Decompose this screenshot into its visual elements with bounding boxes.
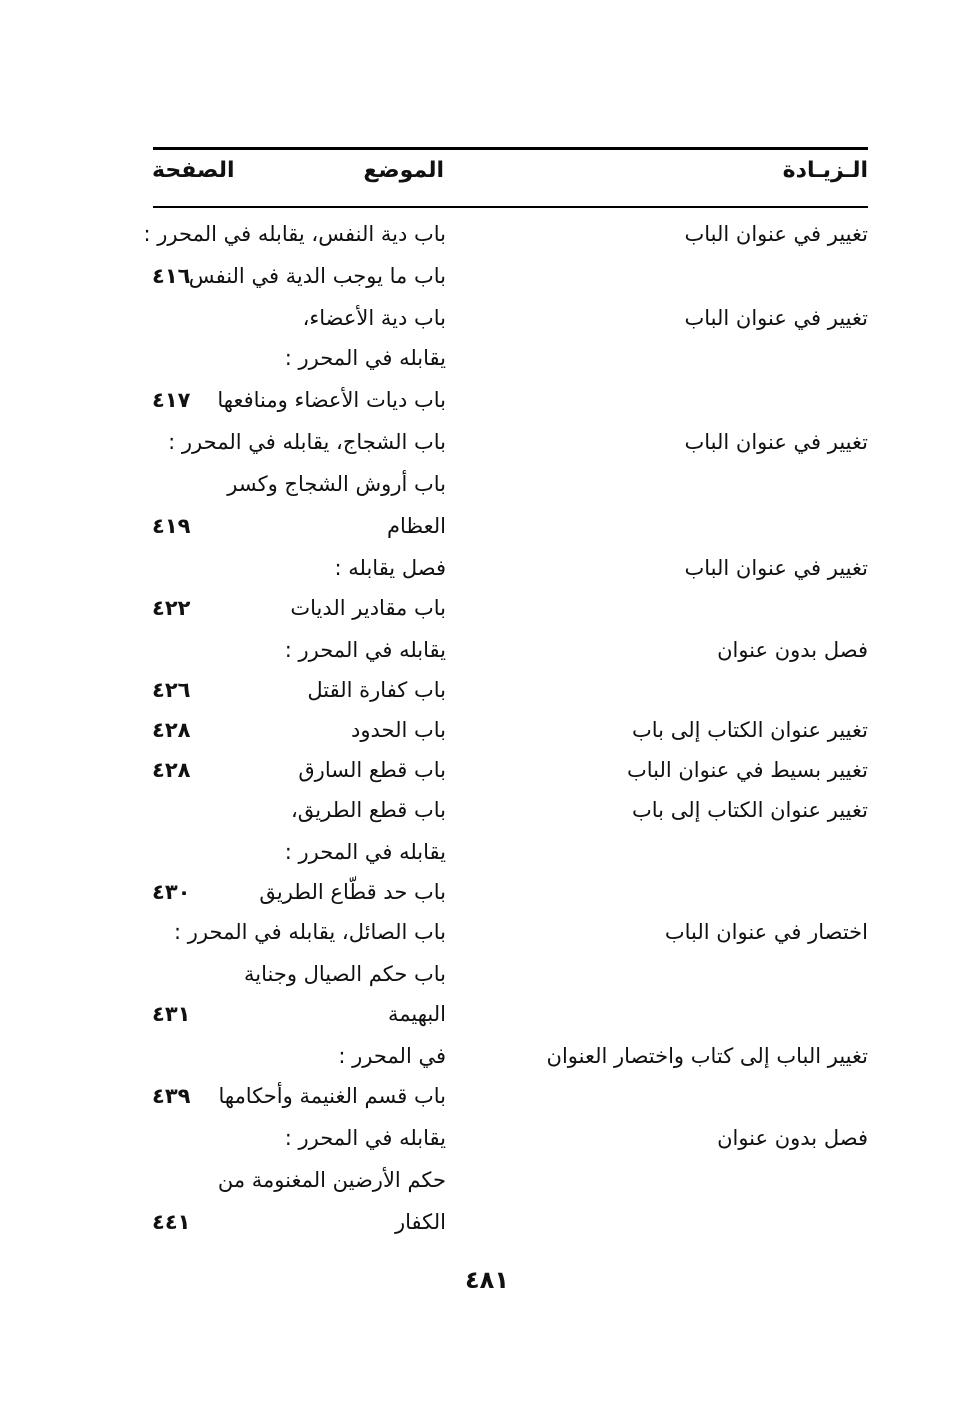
header-place: الموضع bbox=[363, 158, 444, 183]
addition-cell: تغيير في عنوان الباب bbox=[684, 222, 868, 246]
page-cell: ٤٢٨ bbox=[152, 758, 191, 782]
page-cell: ٤٤١ bbox=[152, 1210, 191, 1234]
place-cell: البهيمة bbox=[388, 1002, 446, 1026]
page-cell: ٤١٧ bbox=[152, 388, 191, 412]
table-row bbox=[0, 758, 974, 798]
place-cell: باب دية الأعضاء، bbox=[302, 306, 446, 330]
place-cell: باب حد قطّاع الطريق bbox=[259, 880, 446, 904]
top-rule bbox=[153, 147, 868, 150]
table-row bbox=[0, 596, 974, 636]
place-cell: باب الصائل، يقابله في المحرر : bbox=[174, 920, 446, 944]
table-row bbox=[0, 514, 974, 554]
addition-cell: اختصار في عنوان الباب bbox=[664, 920, 868, 944]
addition-cell: تغيير عنوان الكتاب إلى باب bbox=[632, 718, 868, 742]
page-cell: ٤٣١ bbox=[152, 1002, 191, 1026]
place-cell: يقابله في المحرر : bbox=[284, 346, 446, 370]
page-number: ٤٨١ bbox=[465, 1266, 509, 1294]
place-cell: باب كفارة القتل bbox=[307, 678, 446, 702]
place-cell: العظام bbox=[387, 514, 446, 538]
addition-cell: تغيير عنوان الكتاب إلى باب bbox=[632, 798, 868, 822]
table-row bbox=[0, 678, 974, 718]
header-page: الصفحة bbox=[152, 158, 235, 183]
addition-cell: تغيير الباب إلى كتاب واختصار العنوان bbox=[546, 1044, 868, 1068]
place-cell: باب قسم الغنيمة وأحكامها bbox=[218, 1084, 446, 1108]
table-row bbox=[0, 556, 974, 596]
table-row bbox=[0, 306, 974, 346]
place-cell: باب ما يوجب الدية في النفس bbox=[188, 264, 446, 288]
page-cell: ٤٢٦ bbox=[152, 678, 191, 702]
header-rule bbox=[153, 206, 868, 208]
page-cell: ٤١٦ bbox=[152, 264, 191, 288]
place-cell: باب ديات الأعضاء ومنافعها bbox=[217, 388, 446, 412]
page-cell: ٤١٩ bbox=[152, 514, 191, 538]
table-row bbox=[0, 880, 974, 920]
table-row bbox=[0, 1084, 974, 1124]
place-cell: يقابله في المحرر : bbox=[284, 840, 446, 864]
table-row bbox=[0, 388, 974, 428]
header-addition: الـزيـادة bbox=[782, 158, 868, 183]
place-cell: فصل يقابله : bbox=[334, 556, 446, 580]
table-row bbox=[0, 1044, 974, 1084]
place-cell: في المحرر : bbox=[338, 1044, 446, 1068]
table-row bbox=[0, 1126, 974, 1166]
addition-cell: فصل بدون عنوان bbox=[717, 1126, 868, 1150]
place-cell: باب الشجاج، يقابله في المحرر : bbox=[168, 430, 446, 454]
table-row bbox=[0, 962, 974, 1002]
place-cell: يقابله في المحرر : bbox=[284, 638, 446, 662]
place-cell: باب حكم الصيال وجناية bbox=[244, 962, 446, 986]
table-row bbox=[0, 798, 974, 838]
addition-cell: فصل بدون عنوان bbox=[717, 638, 868, 662]
table-row bbox=[0, 1002, 974, 1042]
addition-cell: تغيير بسيط في عنوان الباب bbox=[626, 758, 868, 782]
place-cell: باب مقادير الديات bbox=[290, 596, 446, 620]
place-cell: باب الحدود bbox=[351, 718, 446, 742]
addition-cell: تغيير في عنوان الباب bbox=[684, 430, 868, 454]
table-row bbox=[0, 920, 974, 960]
place-cell: حكم الأرضين المغنومة من bbox=[217, 1168, 446, 1192]
page-cell: ٤٣٠ bbox=[152, 880, 191, 904]
table-row bbox=[0, 1168, 974, 1208]
table-row bbox=[0, 1210, 974, 1250]
table-row bbox=[0, 718, 974, 758]
place-cell: الكفار bbox=[395, 1210, 446, 1234]
table-row bbox=[0, 472, 974, 512]
place-cell: يقابله في المحرر : bbox=[284, 1126, 446, 1150]
place-cell: باب قطع الطريق، bbox=[291, 798, 446, 822]
place-cell: باب دية النفس، يقابله في المحرر : bbox=[143, 222, 446, 246]
page-cell: ٤٣٩ bbox=[152, 1084, 191, 1108]
place-cell: باب أروش الشجاج وكسر bbox=[227, 472, 446, 496]
addition-cell: تغيير في عنوان الباب bbox=[684, 556, 868, 580]
page-cell: ٤٢٢ bbox=[152, 596, 191, 620]
place-cell: باب قطع السارق bbox=[298, 758, 446, 782]
table-row bbox=[0, 264, 974, 304]
table-row bbox=[0, 638, 974, 678]
table-row bbox=[0, 430, 974, 470]
table-row bbox=[0, 840, 974, 880]
table-row bbox=[0, 346, 974, 386]
addition-cell: تغيير في عنوان الباب bbox=[684, 306, 868, 330]
table-row bbox=[0, 222, 974, 262]
page-cell: ٤٢٨ bbox=[152, 718, 191, 742]
